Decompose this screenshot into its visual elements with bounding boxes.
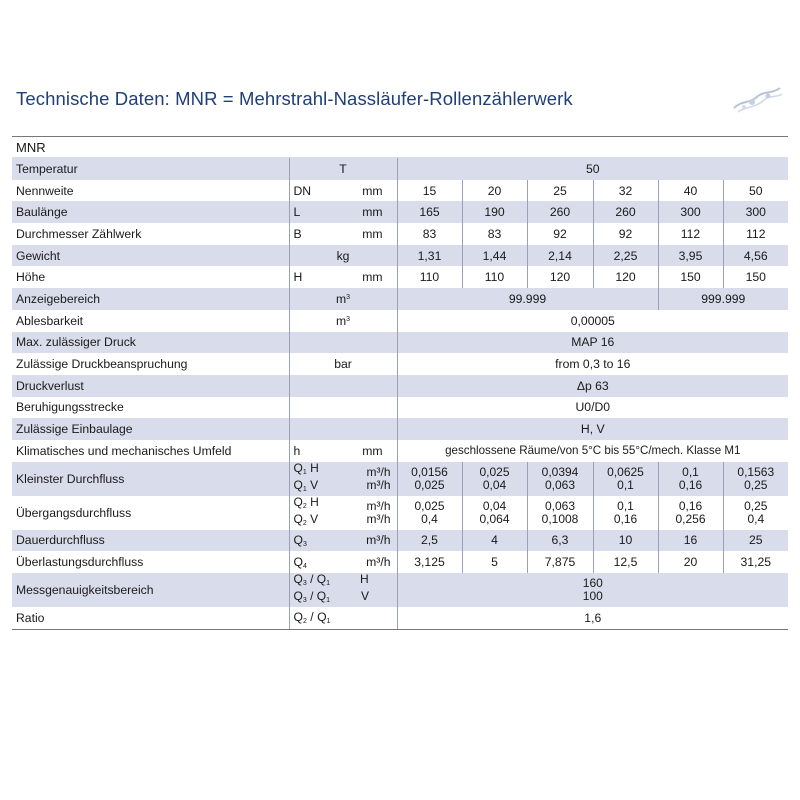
row-gewicht xyxy=(12,245,788,267)
row-beruhigung xyxy=(12,397,788,419)
cell: 165 xyxy=(397,201,462,223)
row-label: Baulänge xyxy=(12,201,289,223)
row-label: Zulässige Druckbeanspruchung xyxy=(16,357,188,372)
cell: 20 xyxy=(462,180,527,202)
cell: 112 xyxy=(723,223,788,245)
table-header: MNR xyxy=(12,137,788,158)
row-unit: mm xyxy=(362,270,383,285)
cell: 2,14 xyxy=(527,245,593,267)
cell: 99.999 xyxy=(397,288,658,310)
row-symbol: $Q_2 / Q_1$ xyxy=(289,607,397,629)
cell: 0,1563 0,25 xyxy=(723,462,788,496)
row-baulaenge xyxy=(12,201,788,223)
row-messgenau xyxy=(12,573,788,607)
cell: 12,5 xyxy=(593,551,658,573)
row-unit: m³/h xyxy=(325,530,397,552)
row-label: Anzeigebereich xyxy=(12,288,289,310)
row-symbol xyxy=(289,375,397,397)
cell: 16 xyxy=(658,530,723,552)
row-ueberlast xyxy=(12,551,788,573)
row-symbol: T xyxy=(289,158,397,180)
row-einbaulage xyxy=(12,418,788,440)
cell: 6,3 xyxy=(527,530,593,552)
row-symbol: $Q_2$ H $Q_2$ V xyxy=(289,496,325,530)
row-label: Übergangsdurchfluss xyxy=(16,505,132,520)
row-label: Temperatur xyxy=(12,158,289,180)
cell: 83 xyxy=(462,223,527,245)
cell: 2,25 xyxy=(593,245,658,267)
cell: 260 xyxy=(527,201,593,223)
cell: U0/D0 xyxy=(397,397,788,419)
row-symbol: $Q_3 / Q_1$ H $Q_3 / Q_1$ V xyxy=(289,573,397,607)
cell: 0,1 0,16 xyxy=(658,462,723,496)
cell: 0,16 0,256 xyxy=(658,496,723,530)
row-nennweite xyxy=(12,180,788,202)
cell: 2,5 xyxy=(397,530,462,552)
cell: 0,25 0,4 xyxy=(723,496,788,530)
row-label: Beruhigungsstrecke xyxy=(16,400,124,415)
cell: 3,125 xyxy=(397,551,462,573)
row-symbol: H xyxy=(289,266,325,288)
cell: 0,00005 xyxy=(397,310,788,332)
row-unit: kg xyxy=(289,245,397,267)
row-label: Gewicht xyxy=(12,245,289,267)
cell: 160 100 xyxy=(397,573,788,607)
cell: 83 xyxy=(397,223,462,245)
cell: 190 xyxy=(462,201,527,223)
row-druckverlust xyxy=(12,375,788,397)
cell: 3,95 xyxy=(658,245,723,267)
cell: 0,025 0,04 xyxy=(462,462,527,496)
row-druckbeanspruchung xyxy=(12,353,788,375)
row-label: Überlastungsdurchfluss xyxy=(16,555,144,570)
row-unit: mm xyxy=(325,201,397,223)
cell: 10 xyxy=(593,530,658,552)
cell: 300 xyxy=(658,201,723,223)
row-symbol: B xyxy=(289,223,325,245)
cell: 0,04 0,064 xyxy=(462,496,527,530)
cell: 0,063 0,1008 xyxy=(527,496,593,530)
row-symbol xyxy=(289,332,397,354)
cell: 0,025 0,4 xyxy=(397,496,462,530)
cell: 20 xyxy=(658,551,723,573)
cell: 7,875 xyxy=(527,551,593,573)
specs-table xyxy=(12,136,788,630)
cell: H, V xyxy=(397,418,788,440)
cell: 5 xyxy=(462,551,527,573)
cell: 25 xyxy=(723,530,788,552)
cell: 0,0394 0,063 xyxy=(527,462,593,496)
cell: 31,25 xyxy=(723,551,788,573)
row-label: Messgenauigkeitsbereich xyxy=(12,573,289,607)
cell: 50 xyxy=(723,180,788,202)
row-temperatur xyxy=(12,158,788,180)
row-label: Nennweite xyxy=(16,183,74,198)
cell: 4 xyxy=(462,530,527,552)
row-label: Zulässige Einbaulage xyxy=(12,418,289,440)
row-symbol xyxy=(289,397,397,419)
row-label: Kleinster Durchfluss xyxy=(12,462,289,496)
row-unit: m³/h m³/h xyxy=(325,462,397,496)
row-label: Dauerdurchfluss xyxy=(12,530,289,552)
row-anzeigebereich xyxy=(12,288,788,310)
specs-table-wrapper xyxy=(12,136,788,630)
row-unit: $m^3$ xyxy=(289,310,397,332)
row-label: Druckverlust xyxy=(12,375,289,397)
cell: from 0,3 to 16 xyxy=(397,353,788,375)
row-dauer xyxy=(12,530,788,552)
row-label: Ablesbarkeit xyxy=(16,313,84,328)
cell: 112 xyxy=(658,223,723,245)
row-uebergang xyxy=(12,496,788,530)
cell: 32 xyxy=(593,180,658,202)
row-symbol: L xyxy=(289,201,325,223)
row-ablesbarkeit xyxy=(12,310,788,332)
row-unit: mm xyxy=(362,443,383,458)
cell: 0,0625 0,1 xyxy=(593,462,658,496)
row-unit: mm xyxy=(362,183,383,198)
row-druck xyxy=(12,332,788,354)
cell: 4,56 xyxy=(723,245,788,267)
row-label: Max. zulässiger Druck xyxy=(12,332,289,354)
row-value: 50 xyxy=(397,158,788,180)
cell: 110 xyxy=(462,266,527,288)
row-symbol: h xyxy=(289,440,325,462)
row-symbol: $Q_1$ H $Q_1$ V xyxy=(289,462,325,496)
cell: 300 xyxy=(723,201,788,223)
cell: 1,6 xyxy=(397,607,788,629)
row-symbol xyxy=(289,418,397,440)
cell: 260 xyxy=(593,201,658,223)
cell: 92 xyxy=(527,223,593,245)
page-title: Technische Daten: MNR = Mehrstrahl-Nassläufer-Rollenzählerwerk xyxy=(16,88,573,109)
cell: 0,1 0,16 xyxy=(593,496,658,530)
cell: 120 xyxy=(593,266,658,288)
row-unit: bar xyxy=(289,353,397,375)
cell: MAP 16 xyxy=(397,332,788,354)
cell: geschlossene Räume/von 5°C bis 55°C/mech. Klasse M1 xyxy=(397,440,788,462)
cell: 150 xyxy=(658,266,723,288)
cell: 40 xyxy=(658,180,723,202)
row-unit: m³/h xyxy=(366,555,391,570)
row-label: Durchmesser Zählwerk xyxy=(16,226,142,241)
row-ratio xyxy=(12,607,788,629)
row-durchmesser xyxy=(12,223,788,245)
row-unit: mm xyxy=(362,226,383,241)
cell: 120 xyxy=(527,266,593,288)
row-symbol: $Q_4$ xyxy=(289,551,325,573)
cell: 1,31 xyxy=(397,245,462,267)
cell: 999.999 xyxy=(658,288,788,310)
cell: Δp 63 xyxy=(397,375,788,397)
row-umfeld xyxy=(12,440,788,462)
row-unit: m³/h m³/h xyxy=(366,498,391,526)
cell: 1,44 xyxy=(462,245,527,267)
cell: 92 xyxy=(593,223,658,245)
cell: 0,0156 0,025 xyxy=(397,462,462,496)
table-header-row xyxy=(12,137,788,158)
row-label: Höhe xyxy=(16,270,46,285)
row-label: Klimatisches und mechanisches Umfeld xyxy=(16,443,232,458)
row-unit: $m^3$ xyxy=(289,288,397,310)
row-kleinster xyxy=(12,462,788,496)
cell: 150 xyxy=(723,266,788,288)
cell: 25 xyxy=(527,180,593,202)
logo-graphic xyxy=(728,82,786,118)
cell: 15 xyxy=(397,180,462,202)
row-symbol: $Q_3$ xyxy=(289,530,325,552)
row-symbol: DN xyxy=(289,180,325,202)
row-label: Ratio xyxy=(12,607,289,629)
cell: 110 xyxy=(397,266,462,288)
row-hoehe xyxy=(12,266,788,288)
